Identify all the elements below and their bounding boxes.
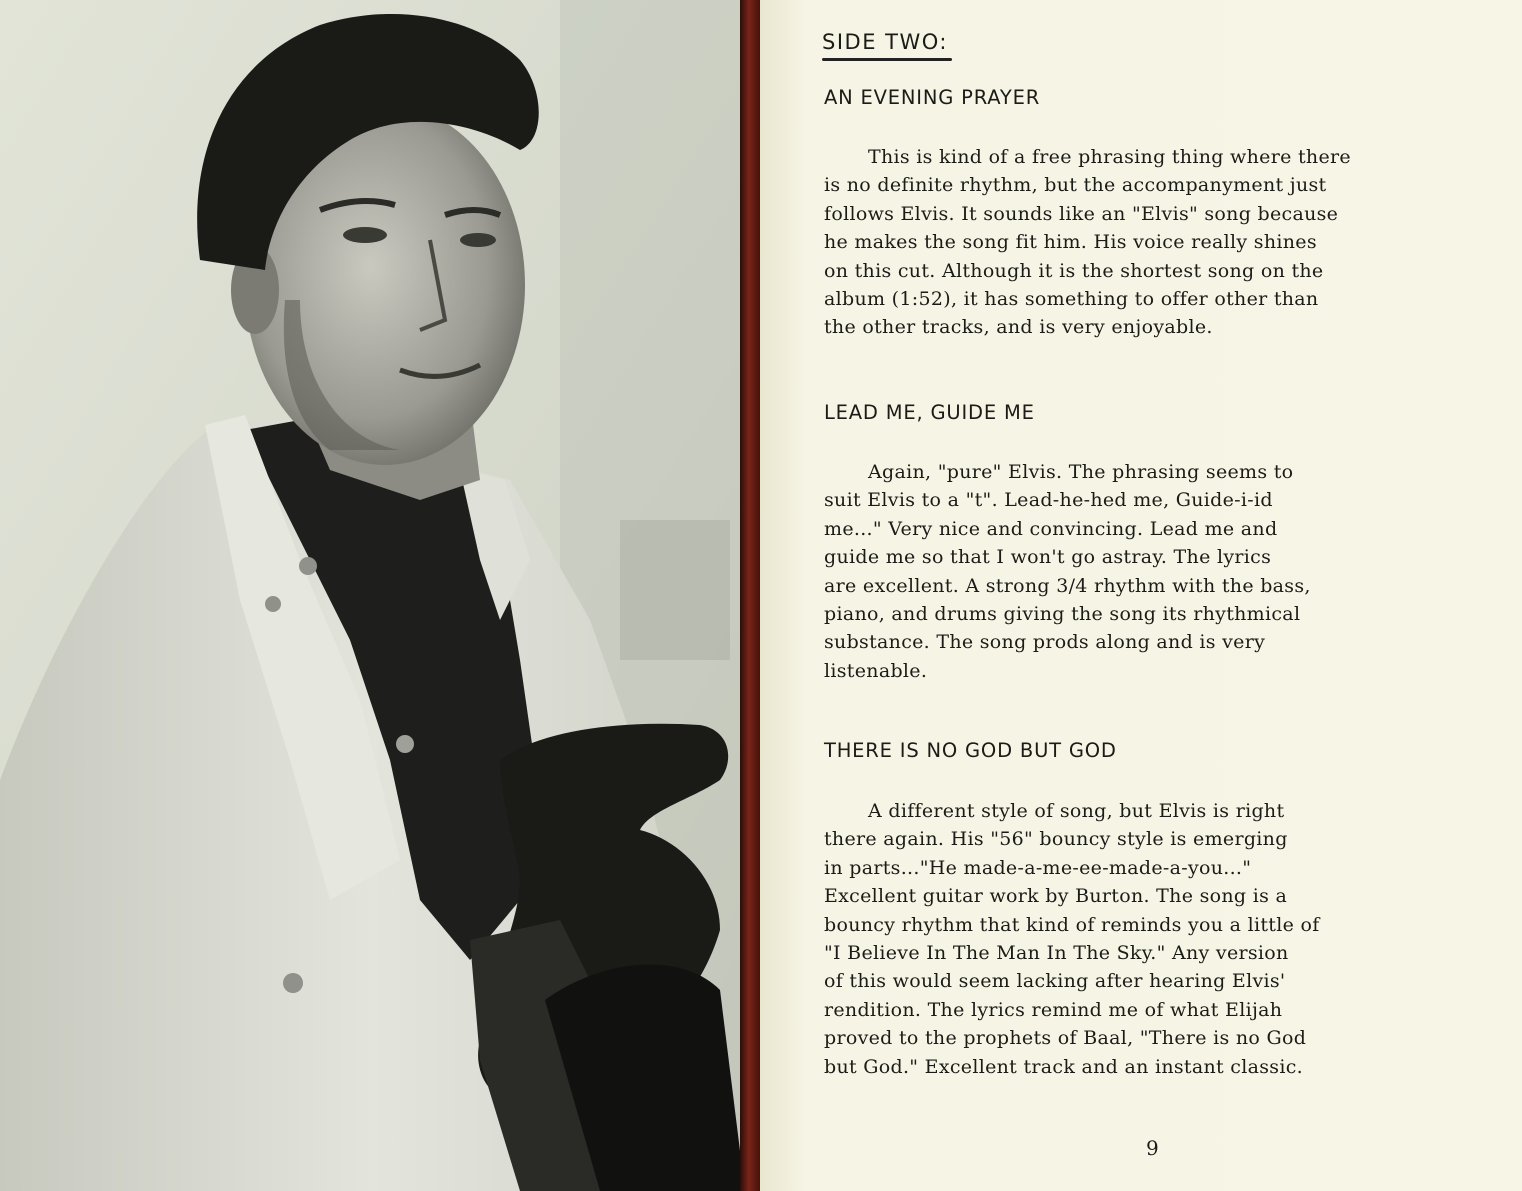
text-line: substance. The song prods along and is very <box>824 631 1266 654</box>
left-page-photo <box>0 0 745 1191</box>
text-line: rendition. The lyrics remind me of what Elijah <box>824 998 1283 1021</box>
text-line: but God." Excellent track and an instant classic. <box>824 1055 1304 1078</box>
text-line: are excellent. A strong 3/4 rhythm with the bass, <box>824 574 1311 597</box>
text-line: is no definite rhythm, but the accompanyment just <box>824 174 1327 197</box>
text-line: Excellent guitar work by Burton. The song is a <box>824 885 1288 908</box>
text-line: the other tracks, and is very enjoyable. <box>824 316 1213 339</box>
text-line: follows Elvis. It sounds like an "Elvis" song because <box>824 202 1339 225</box>
song-description-there-is-no-god-but-god <box>824 797 1514 1081</box>
song-description-lead-me-guide-me <box>824 458 1514 685</box>
side-heading: SIDE TWO: <box>822 30 948 54</box>
text-line: me..." Very nice and convincing. Lead me and <box>824 517 1278 540</box>
text-line: This is kind of a free phrasing thing where there <box>868 146 1351 168</box>
text-line: on this cut. Although it is the shortest song on the <box>824 259 1324 282</box>
text-line: there again. His "56" bouncy style is emerging <box>824 828 1288 851</box>
book-gutter <box>740 0 762 1191</box>
side-heading-underline <box>822 58 952 61</box>
song-title-there-is-no-god-but-god: THERE IS NO GOD BUT GOD <box>824 739 1117 762</box>
text-line: guide me so that I won't go astray. The lyrics <box>824 546 1272 569</box>
text-line: bouncy rhythm that kind of reminds you a little of <box>824 913 1320 936</box>
song-title-lead-me-guide-me: LEAD ME, GUIDE ME <box>824 401 1035 424</box>
page-number: 9 <box>1146 1136 1159 1160</box>
text-line: proved to the prophets of Baal, "There is no God <box>824 1027 1307 1050</box>
text-line: Again, "pure" Elvis. The phrasing seems to <box>868 461 1294 483</box>
text-line: he makes the song fit him. His voice really shines <box>824 231 1317 254</box>
text-line: A different style of song, but Elvis is right <box>868 800 1285 822</box>
text-line: "I Believe In The Man In The Sky." Any version <box>824 942 1289 965</box>
text-line: in parts..."He made-a-me-ee-made-a-you..." <box>824 856 1252 879</box>
song-title-evening-prayer: AN EVENING PRAYER <box>824 86 1041 109</box>
text-line: suit Elvis to a "t". Lead-he-hed me, Guide-i-id <box>824 489 1273 512</box>
portrait-photo <box>0 0 745 1191</box>
text-line: piano, and drums giving the song its rhythmical <box>824 603 1301 626</box>
text-line: listenable. <box>824 659 928 682</box>
text-line: album (1:52), it has something to offer other than <box>824 288 1319 311</box>
right-page-text <box>760 0 1522 1191</box>
song-description-evening-prayer <box>824 143 1514 342</box>
text-line: of this would seem lacking after hearing Elvis' <box>824 970 1286 993</box>
